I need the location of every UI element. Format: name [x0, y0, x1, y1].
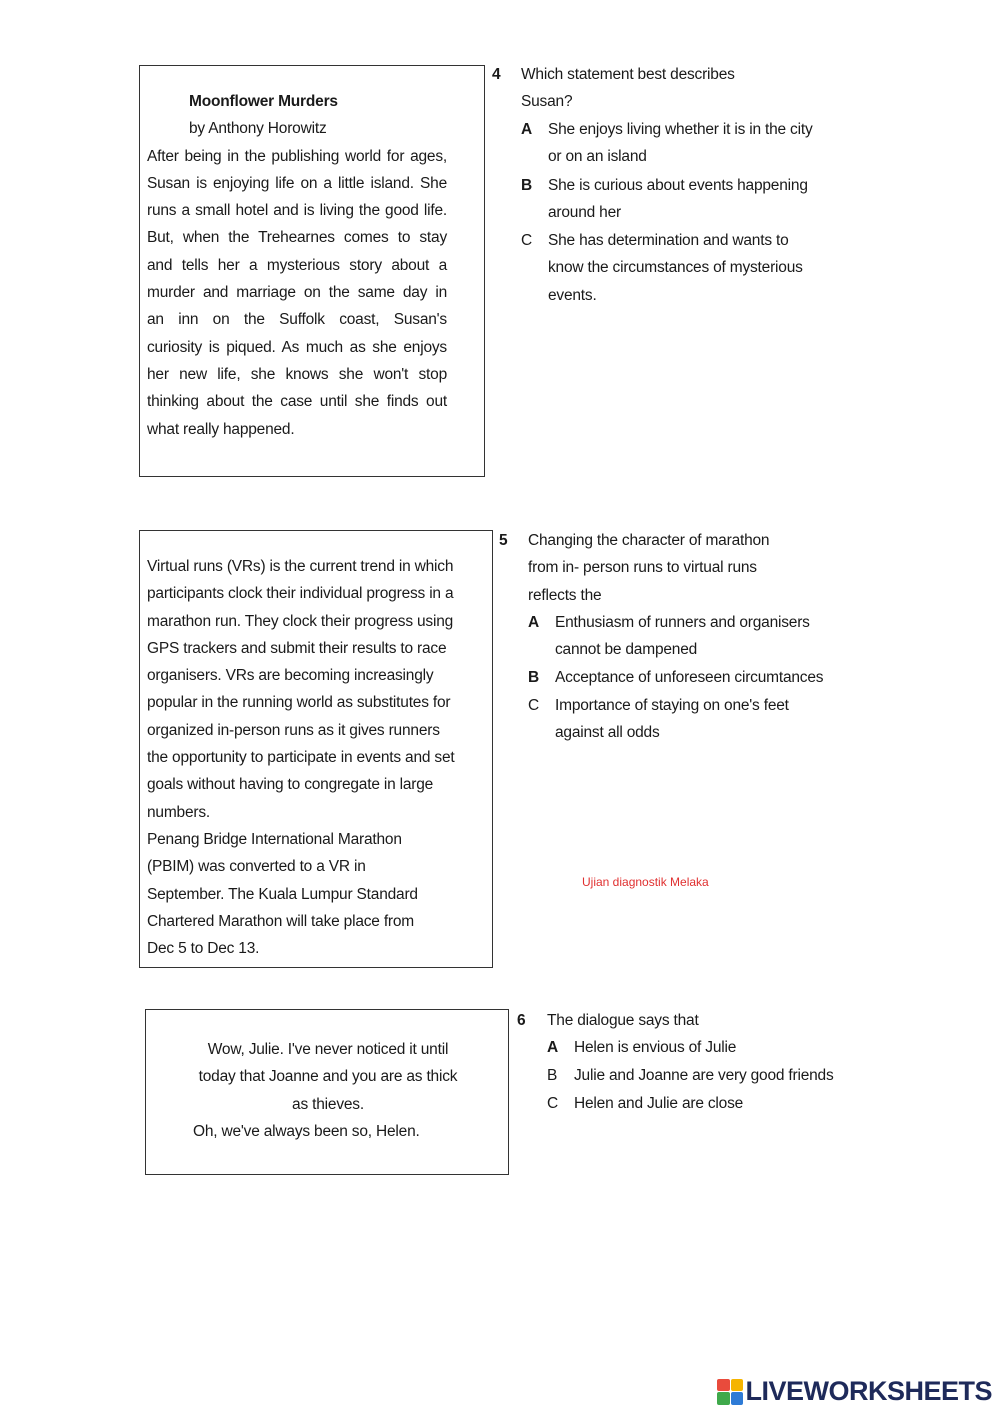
question-6 — [517, 1007, 877, 1127]
passage-line: Penang Bridge International Marathon — [147, 830, 402, 848]
option-text: events. — [548, 287, 597, 304]
option-text: cannot be dampened — [555, 641, 698, 658]
passage-line: But, when the Trehearnes comes to stay — [147, 229, 447, 247]
question-stem: The dialogue says that — [547, 1012, 699, 1029]
liveworksheets-logo-icon — [717, 1379, 743, 1405]
option-text: Importance of staying on one's feet — [555, 697, 789, 714]
passage-box-moonflower — [139, 65, 485, 477]
question-number: 4 — [492, 66, 501, 83]
option-letter: A — [528, 614, 539, 631]
passage-line: marathon run. They clock their progress using — [147, 612, 454, 630]
question-5 — [499, 527, 859, 757]
dialogue-box — [145, 1009, 509, 1175]
logo-square — [717, 1392, 730, 1405]
passage-line: GPS trackers and submit their results to race — [147, 639, 447, 657]
logo-square — [717, 1379, 730, 1392]
question-stem: Which statement best describes — [521, 66, 735, 83]
option-letter: C — [521, 232, 532, 249]
passage-line: goals without having to congregate in large — [147, 776, 434, 794]
option-text: Helen is envious of Julie — [574, 1039, 737, 1056]
option-letter: C — [547, 1095, 558, 1112]
option-letter: B — [528, 669, 539, 686]
passage-title: Moonflower Murders — [189, 93, 338, 110]
option-text: Enthusiasm of runners and organisers — [555, 614, 810, 631]
question-stem: reflects the — [528, 587, 602, 604]
passage-line: the opportunity to participate in events and set — [147, 749, 455, 767]
passage-line: Susan is enjoying life on a little island. She — [147, 174, 447, 192]
passage-line: organisers. VRs are becoming increasingly — [147, 667, 434, 685]
passage-author: by Anthony Horowitz — [189, 120, 327, 138]
passage-line: an inn on the Suffolk coast, Susan's — [147, 311, 447, 329]
passage-line: thinking about the case until she finds out — [147, 393, 447, 411]
question-stem: Susan? — [521, 93, 573, 110]
dialogue-reply: Oh, we've always been so, Helen. — [193, 1122, 420, 1140]
dialogue — [146, 1036, 510, 1145]
option-text: or on an island — [548, 148, 647, 165]
liveworksheets-brand[interactable] — [717, 1376, 992, 1407]
dialogue-line: today that Joanne and you are as thick — [198, 1068, 458, 1086]
question-number: 6 — [517, 1012, 526, 1029]
option-text: She has determination and wants to — [548, 232, 789, 249]
option-text: Julie and Joanne are very good friends — [574, 1067, 834, 1084]
passage-line: what really happened. — [147, 420, 295, 438]
passage-moonflower — [147, 88, 447, 443]
passage-box-virtual-runs — [139, 530, 493, 968]
passage-line: curiosity is piqued. As much as she enjoys — [147, 338, 447, 356]
passage-line: numbers. — [147, 803, 211, 821]
passage-line: murder and marriage on the same day in — [147, 284, 447, 302]
passage-line: After being in the publishing world for ages, — [147, 147, 447, 165]
passage-line: organized in-person runs as it gives runners — [147, 721, 440, 739]
option-letter: B — [521, 177, 532, 194]
passage-line: Chartered Marathon will take place from — [147, 912, 415, 930]
option-text: Acceptance of unforeseen circumtances — [555, 669, 824, 686]
option-text: know the circumstances of mysterious — [548, 259, 803, 276]
passage-line: (PBIM) was converted to a VR in — [147, 858, 366, 876]
passage-line: Dec 5 to Dec 13. — [147, 940, 260, 958]
passage-line: runs a small hotel and is living the good life. — [147, 202, 447, 220]
option-letter: B — [547, 1067, 558, 1084]
passage-line: her new life, she knows she won't stop — [147, 365, 447, 383]
question-number: 5 — [499, 532, 508, 549]
passage-virtual-runs — [147, 553, 477, 962]
option-text: around her — [548, 204, 621, 221]
dialogue-line: as thieves. — [292, 1095, 364, 1113]
option-letter: A — [547, 1039, 558, 1056]
logo-square — [731, 1392, 744, 1405]
passage-line: and tells her a mysterious story about a — [147, 256, 447, 274]
passage-line: September. The Kuala Lumpur Standard — [147, 885, 418, 903]
question-4 — [492, 61, 852, 321]
brand-name: LIVEWORKSHEETS — [745, 1376, 992, 1406]
option-text: She is curious about events happening — [548, 177, 808, 194]
option-letter: C — [528, 697, 539, 714]
question-stem: Changing the character of marathon — [528, 532, 770, 549]
passage-line: Virtual runs (VRs) is the current trend in which — [147, 558, 454, 575]
passage-line: participants clock their individual progress in a — [147, 585, 454, 603]
option-text: She enjoys living whether it is in the city — [548, 121, 813, 138]
option-text: against all odds — [555, 724, 660, 741]
option-text: Helen and Julie are close — [574, 1095, 744, 1112]
option-letter: A — [521, 121, 532, 138]
passage-line: popular in the running world as substitutes for — [147, 694, 451, 712]
dialogue-line: Wow, Julie. I've never noticed it until — [207, 1041, 449, 1058]
watermark-text: Ujian diagnostik Melaka — [582, 875, 709, 889]
question-stem: from in- person runs to virtual runs — [528, 559, 757, 576]
logo-square — [731, 1379, 744, 1392]
